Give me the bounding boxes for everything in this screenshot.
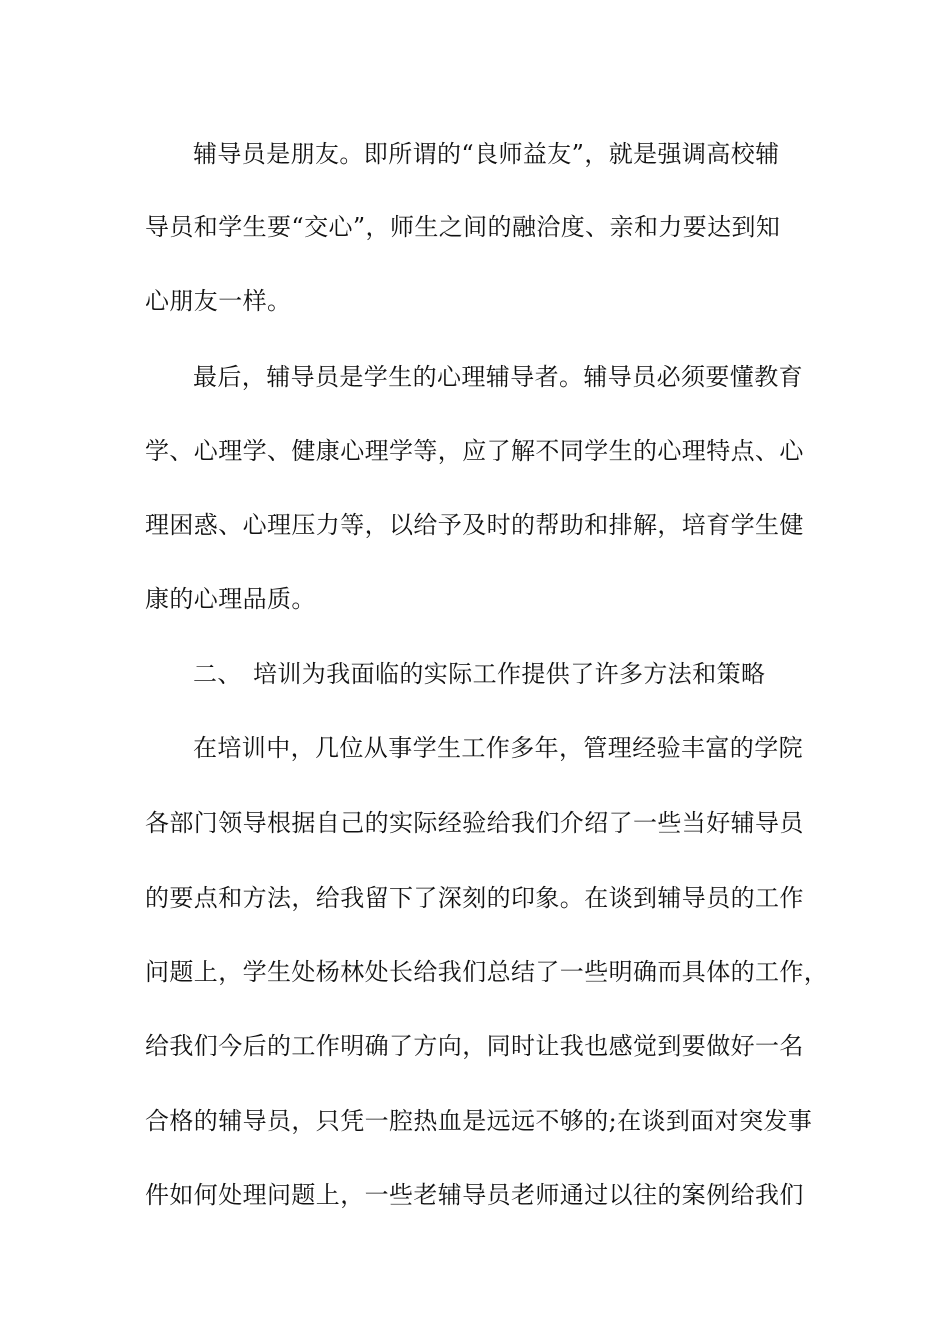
section-heading (193, 659, 765, 689)
paragraph-line: 最后，辅导员是学生的心理辅导者。辅导员必须要懂教育 (193, 363, 803, 391)
paragraph-line: 辅导员是朋友。即所谓的“良师益友”，就是强调高校辅 (193, 140, 780, 168)
paragraph-line: 心朋友一样。 (145, 287, 292, 315)
paragraph-line: 导员和学生要“交心”，师生之间的融洽度、亲和力要达到知 (145, 213, 781, 241)
paragraph-line: 的要点和方法，给我留下了深刻的印象。在谈到辅导员的工作 (145, 884, 804, 912)
paragraph-line: 理困惑、心理压力等，以给予及时的帮助和排解，培育学生健 (145, 511, 804, 539)
paragraph-line: 合格的辅导员，只凭一腔热血是远远不够的;在谈到面对突发事 (145, 1107, 813, 1135)
paragraph-line: 康的心理品质。 (145, 585, 316, 613)
paragraph-line: 学、心理学、健康心理学等，应了解不同学生的心理特点、心 (145, 437, 804, 465)
paragraph-line: 给我们今后的工作明确了方向，同时让我也感觉到要做好一名 (145, 1032, 804, 1060)
paragraph-line: 各部门领导根据自己的实际经验给我们介绍了一些当好辅导员 (145, 809, 804, 837)
section-number: 二、 (193, 660, 242, 688)
paragraph-line: 在培训中，几位从事学生工作多年，管理经验丰富的学院 (193, 734, 803, 762)
paragraph-line: 问题上，学生处杨林处长给我们总结了一些明确而具体的工作， (145, 958, 829, 986)
paragraph-line: 件如何处理问题上，一些老辅导员老师通过以往的案例给我们 (145, 1181, 804, 1209)
section-title: 培训为我面临的实际工作提供了许多方法和策略 (253, 660, 766, 688)
